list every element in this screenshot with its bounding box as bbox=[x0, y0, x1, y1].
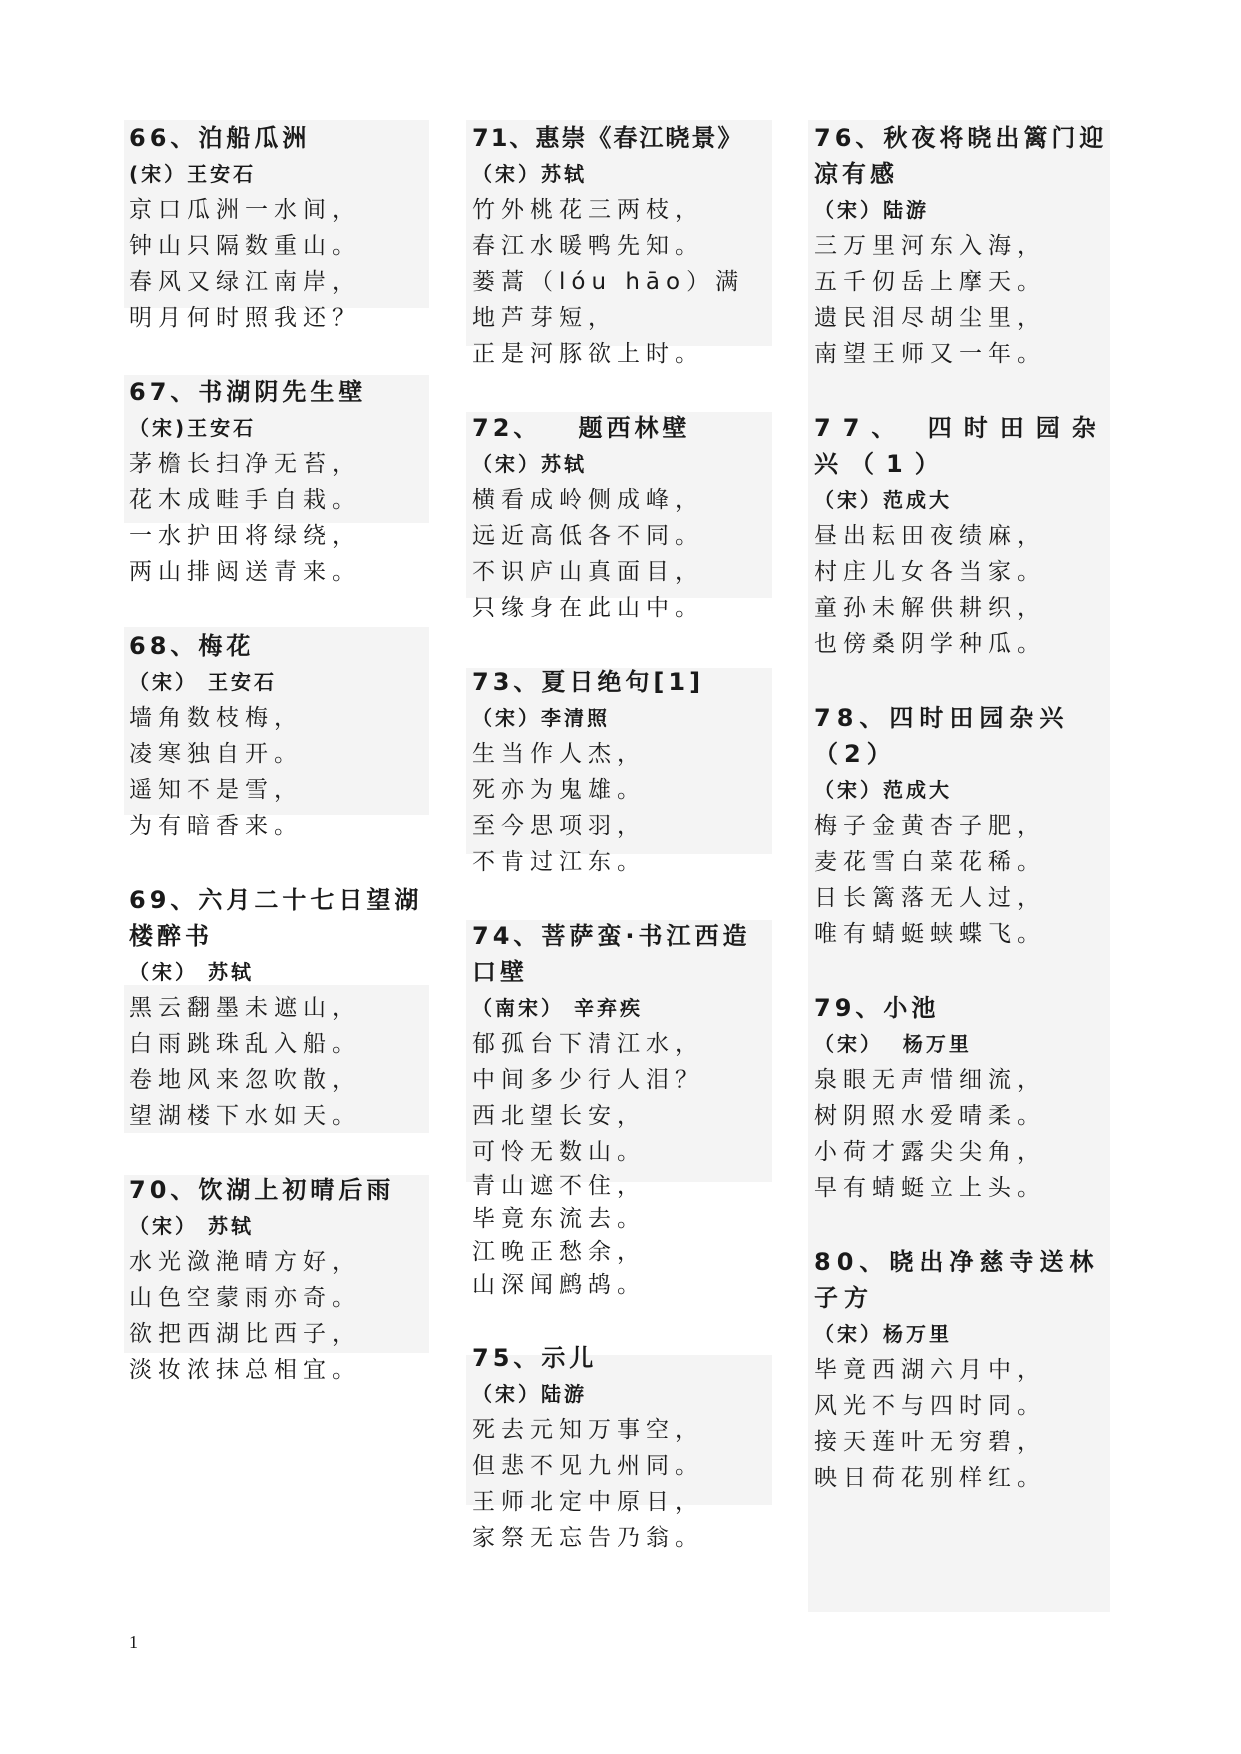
poem-line: 王师北定中原日， bbox=[472, 1489, 704, 1515]
poem-line: 中间多少行人泪？ bbox=[472, 1067, 704, 1093]
poem-line: 不肯过江东。 bbox=[472, 849, 646, 875]
poem-line: 蒌蒿（lóu hāo）满地芦芽短， bbox=[472, 269, 745, 331]
poem-line: 也傍桑阴学种瓜。 bbox=[814, 631, 1046, 657]
poem-line: 可怜无数山。 bbox=[472, 1139, 646, 1165]
poem-line: 春江水暖鸭先知。 bbox=[472, 233, 704, 259]
poem-line: 黑云翻墨未遮山， bbox=[129, 995, 361, 1021]
poem-68 bbox=[129, 628, 429, 844]
poem-line: 唯有蜻蜓蛱蝶飞。 bbox=[814, 921, 1046, 947]
poem-line: 树阴照水爱晴柔。 bbox=[814, 1103, 1046, 1129]
poem-line: 死亦为鬼雄。 bbox=[472, 777, 646, 803]
poem-75 bbox=[472, 1340, 772, 1556]
poem-line: 凌寒独自开。 bbox=[129, 741, 303, 767]
poem-title: 79、小池 bbox=[814, 994, 940, 1022]
poem-line: 卷地风来忽吹散， bbox=[129, 1067, 361, 1093]
poem-line: 望湖楼下水如天。 bbox=[129, 1103, 361, 1129]
poem-line: 淡妆浓抹总相宜。 bbox=[129, 1357, 361, 1383]
poem-title: 69、六月二十七日望湖楼醉书 bbox=[129, 886, 423, 950]
poem-title: 72、 题西林壁 bbox=[472, 414, 691, 442]
poem-80 bbox=[814, 1244, 1118, 1496]
poem-79 bbox=[814, 990, 1118, 1206]
poem-line: 小荷才露尖尖角， bbox=[814, 1139, 1046, 1165]
poem-title: 71、惠崇《春江晓景》 bbox=[472, 124, 744, 152]
poem-title: 75、示儿 bbox=[472, 1344, 598, 1372]
poem-line: 毕竟西湖六月中， bbox=[814, 1357, 1046, 1383]
poem-line: 青山遮不住， bbox=[472, 1173, 646, 1199]
poem-author: （宋）杨万里 bbox=[814, 1322, 952, 1346]
poem-line: 白雨跳珠乱入船。 bbox=[129, 1031, 361, 1057]
poem-line: 映日荷花别样红。 bbox=[814, 1465, 1046, 1491]
poem-line: 毕竟东流去。 bbox=[472, 1206, 646, 1232]
poem-line: 只缘身在此山中。 bbox=[472, 595, 704, 621]
poem-title: 80、晓出净慈寺送林子方 bbox=[814, 1248, 1100, 1312]
poem-title: 77、 四时田园杂兴（1） bbox=[814, 414, 1108, 478]
column-right bbox=[814, 120, 1118, 1534]
poem-author: （宋） 王安石 bbox=[129, 670, 277, 694]
poem-line: 山深闻鹧鸪。 bbox=[472, 1272, 646, 1298]
poem-author: （宋)王安石 bbox=[129, 416, 257, 440]
poem-line: 墙角数枝梅， bbox=[129, 705, 303, 731]
poem-73 bbox=[472, 664, 772, 880]
poem-title: 74、菩萨蛮·书江西造口壁 bbox=[472, 922, 751, 986]
poem-76 bbox=[814, 120, 1118, 372]
poem-line: 接天莲叶无穷碧， bbox=[814, 1429, 1046, 1455]
poem-author: （宋） 苏轼 bbox=[129, 1214, 254, 1238]
poem-title: 70、饮湖上初晴后雨 bbox=[129, 1176, 395, 1204]
poem-title: 66、泊船瓜洲 bbox=[129, 124, 311, 152]
poem-author: （宋）陆游 bbox=[814, 198, 929, 222]
poem-77 bbox=[814, 410, 1118, 662]
poem-title: 73、夏日绝句[1] bbox=[472, 668, 705, 696]
poem-line: 三万里河东入海， bbox=[814, 233, 1046, 259]
poem-title: 76、秋夜将晓出篱门迎凉有感 bbox=[814, 124, 1108, 188]
poem-line: 一水护田将绿绕， bbox=[129, 523, 361, 549]
poem-67 bbox=[129, 374, 429, 590]
page-number: 1 bbox=[129, 1632, 138, 1652]
poem-author: （宋）李清照 bbox=[472, 706, 610, 730]
poem-line: 不识庐山真面目， bbox=[472, 559, 704, 585]
poem-line: 西北望长安， bbox=[472, 1103, 646, 1129]
poem-line: 昼出耘田夜绩麻， bbox=[814, 523, 1046, 549]
poem-69 bbox=[129, 882, 429, 1134]
poem-line: 两山排闼送青来。 bbox=[129, 559, 361, 585]
poem-line: 郁孤台下清江水， bbox=[472, 1031, 704, 1057]
poem-line: 花木成畦手自栽。 bbox=[129, 487, 361, 513]
poem-line: 欲把西湖比西子， bbox=[129, 1321, 361, 1347]
poem-line: 但悲不见九州同。 bbox=[472, 1453, 704, 1479]
poem-line: 家祭无忘告乃翁。 bbox=[472, 1525, 704, 1551]
poem-author: （宋）陆游 bbox=[472, 1382, 587, 1406]
poem-line: 钟山只隔数重山。 bbox=[129, 233, 361, 259]
poem-author: （宋）苏轼 bbox=[472, 452, 587, 476]
poem-line: 风光不与四时同。 bbox=[814, 1393, 1046, 1419]
poem-title: 68、梅花 bbox=[129, 632, 255, 660]
poem-70 bbox=[129, 1172, 429, 1388]
poem-line: 京口瓜洲一水间， bbox=[129, 197, 361, 223]
poem-author: （宋） 苏轼 bbox=[129, 960, 254, 984]
poem-line: 春风又绿江南岸， bbox=[129, 269, 361, 295]
poem-71 bbox=[472, 120, 772, 372]
poem-line: 至今思项羽， bbox=[472, 813, 646, 839]
poem-title: 67、书湖阴先生壁 bbox=[129, 378, 367, 406]
poem-line: 横看成岭侧成峰， bbox=[472, 487, 704, 513]
poem-author: （宋）范成大 bbox=[814, 778, 952, 802]
poem-line: 茅檐长扫净无苔， bbox=[129, 451, 361, 477]
poem-line: 为有暗香来。 bbox=[129, 813, 303, 839]
poem-72 bbox=[472, 410, 772, 626]
poem-line: 生当作人杰， bbox=[472, 741, 646, 767]
poem-78 bbox=[814, 700, 1118, 952]
poem-74 bbox=[472, 918, 772, 1302]
poem-line: 遥知不是雪， bbox=[129, 777, 303, 803]
poem-line: 遗民泪尽胡尘里， bbox=[814, 305, 1046, 331]
column-middle bbox=[472, 120, 772, 1594]
poem-author: （宋）范成大 bbox=[814, 488, 952, 512]
poem-line: 早有蜻蜓立上头。 bbox=[814, 1175, 1046, 1201]
poem-line: 江晚正愁余， bbox=[472, 1239, 646, 1265]
poem-author: （南宋） 辛弃疾 bbox=[472, 996, 643, 1020]
poem-title: 78、四时田园杂兴（2） bbox=[814, 704, 1070, 768]
poem-line: 远近高低各不同。 bbox=[472, 523, 704, 549]
poem-66 bbox=[129, 120, 429, 336]
poem-line: 水光潋滟晴方好， bbox=[129, 1249, 361, 1275]
poem-line: 五千仞岳上摩天。 bbox=[814, 269, 1046, 295]
poem-line: 麦花雪白菜花稀。 bbox=[814, 849, 1046, 875]
column-left bbox=[129, 120, 429, 1426]
poem-author: （宋） 杨万里 bbox=[814, 1032, 972, 1056]
poem-line: 童孙未解供耕织， bbox=[814, 595, 1046, 621]
poem-line: 竹外桃花三两枝， bbox=[472, 197, 704, 223]
poem-line: 山色空蒙雨亦奇。 bbox=[129, 1285, 361, 1311]
poem-line: 正是河豚欲上时。 bbox=[472, 341, 704, 367]
poem-line: 日长篱落无人过， bbox=[814, 885, 1046, 911]
poem-line: 梅子金黄杏子肥， bbox=[814, 813, 1046, 839]
poem-line: 死去元知万事空， bbox=[472, 1417, 704, 1443]
poem-author: （宋）苏轼 bbox=[472, 162, 587, 186]
poem-line: 泉眼无声惜细流， bbox=[814, 1067, 1046, 1093]
poem-author: (宋）王安石 bbox=[129, 162, 257, 186]
poem-line: 村庄儿女各当家。 bbox=[814, 559, 1046, 585]
poem-line: 明月何时照我还？ bbox=[129, 305, 361, 331]
poem-line: 南望王师又一年。 bbox=[814, 341, 1046, 367]
